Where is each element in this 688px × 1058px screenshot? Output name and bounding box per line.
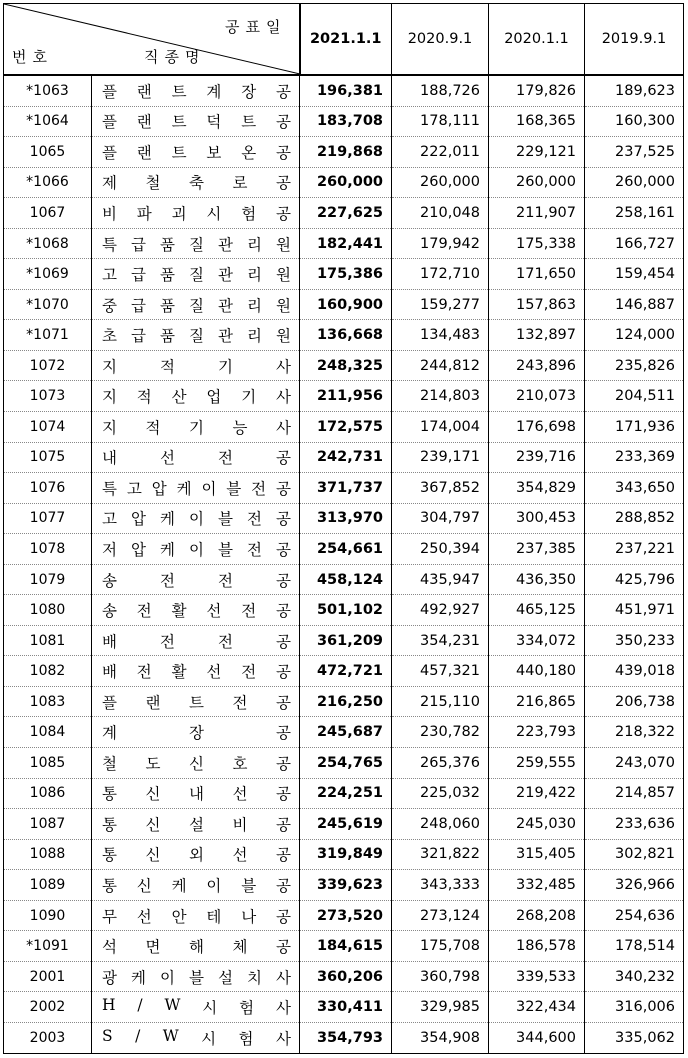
- wage-cell: 182,441: [300, 228, 392, 259]
- table-row: [4, 992, 684, 1023]
- wage-cell: 316,006: [585, 992, 684, 1023]
- table-row: [4, 106, 684, 137]
- table-row: [4, 809, 684, 840]
- job-title: [92, 381, 300, 412]
- job-title: [92, 809, 300, 840]
- wage-cell: 175,386: [300, 259, 392, 290]
- job-title-text: 특 고 압 케 이 블 전 공: [102, 479, 291, 498]
- job-title-text: 송 전 활 선 전 공: [102, 602, 291, 621]
- table-row: [4, 137, 684, 168]
- job-title: [92, 442, 300, 473]
- row-number: 1089: [4, 870, 92, 901]
- wage-cell: 260,000: [585, 167, 684, 198]
- job-title-text: H / W 시 험 사: [102, 996, 291, 1018]
- row-number: 1087: [4, 809, 92, 840]
- job-title-text: 통 신 설 비 공: [102, 815, 291, 834]
- wage-cell: 360,798: [392, 961, 489, 992]
- wage-cell: 211,907: [489, 198, 585, 229]
- wage-cell: 159,454: [585, 259, 684, 290]
- table-row: [4, 839, 684, 870]
- job-title-text: 광 케 이 블 설 치 사: [102, 968, 291, 987]
- wage-cell: 367,852: [392, 473, 489, 504]
- job-title: [92, 473, 300, 504]
- wage-cell: 124,000: [585, 320, 684, 351]
- wage-cell: 439,018: [585, 656, 684, 687]
- job-title: [92, 320, 300, 351]
- table-row: [4, 381, 684, 412]
- wage-cell: 211,956: [300, 381, 392, 412]
- row-number: 2001: [4, 961, 92, 992]
- wage-cell: 178,111: [392, 106, 489, 137]
- row-number: 1073: [4, 381, 92, 412]
- row-number: *1068: [4, 228, 92, 259]
- job-title-text: 플 랜 트 전 공: [102, 693, 291, 712]
- job-title: [92, 167, 300, 198]
- wage-cell: 206,738: [585, 686, 684, 717]
- row-number: 2003: [4, 1022, 92, 1053]
- row-number: *1063: [4, 75, 92, 106]
- wage-cell: 329,985: [392, 992, 489, 1023]
- table-row: [4, 656, 684, 687]
- job-title-text: 고 압 케 이 블 전 공: [102, 510, 291, 529]
- wage-cell: 326,966: [585, 870, 684, 901]
- row-number: 1086: [4, 778, 92, 809]
- table-row: [4, 75, 684, 106]
- wage-cell: 189,623: [585, 75, 684, 106]
- wage-cell: 250,394: [392, 534, 489, 565]
- job-title: [92, 198, 300, 229]
- wage-cell: 132,897: [489, 320, 585, 351]
- wage-cell: 159,277: [392, 289, 489, 320]
- wage-cell: 268,208: [489, 900, 585, 931]
- wage-cell: 501,102: [300, 595, 392, 626]
- wage-cell: 168,365: [489, 106, 585, 137]
- wage-cell: 344,600: [489, 1022, 585, 1053]
- job-title-text: S / W 시 험 사: [102, 1026, 291, 1048]
- wage-cell: 218,322: [585, 717, 684, 748]
- wage-cell: 160,900: [300, 289, 392, 320]
- header-job-label: 직종명: [144, 48, 206, 66]
- table-row: [4, 686, 684, 717]
- wage-cell: 339,623: [300, 870, 392, 901]
- table-row: [4, 1022, 684, 1053]
- wage-cell: 321,822: [392, 839, 489, 870]
- row-number: 1079: [4, 564, 92, 595]
- job-title: [92, 748, 300, 779]
- job-title-text: 지 적 기 사: [102, 357, 291, 376]
- wage-cell: 304,797: [392, 503, 489, 534]
- wage-cell: 315,405: [489, 839, 585, 870]
- wage-cell: 425,796: [585, 564, 684, 595]
- wage-cell: 248,325: [300, 350, 392, 381]
- wage-cell: 340,232: [585, 961, 684, 992]
- job-title-text: 플 랜 트 덕 트 공: [102, 113, 291, 132]
- job-title: [92, 686, 300, 717]
- wage-cell: 260,000: [300, 167, 392, 198]
- job-title-text: 무 선 안 테 나 공: [102, 907, 291, 926]
- wage-cell: 179,826: [489, 75, 585, 106]
- job-title: [92, 289, 300, 320]
- table-row: [4, 412, 684, 443]
- wage-cell: 343,650: [585, 473, 684, 504]
- job-title-text: 송 전 전 공: [102, 571, 291, 590]
- row-number: 1074: [4, 412, 92, 443]
- job-title-text: 내 선 전 공: [102, 449, 291, 468]
- wage-cell: 436,350: [489, 564, 585, 595]
- wage-cell: 160,300: [585, 106, 684, 137]
- wage-cell: 214,857: [585, 778, 684, 809]
- job-title-text: 통 신 외 선 공: [102, 846, 291, 865]
- wage-cell: 223,793: [489, 717, 585, 748]
- header-date-label: 공표일: [225, 18, 287, 36]
- wage-cell: 235,826: [585, 350, 684, 381]
- wage-cell: 350,233: [585, 625, 684, 656]
- wage-cell: 260,000: [489, 167, 585, 198]
- job-title: [92, 75, 300, 106]
- wage-cell: 354,231: [392, 625, 489, 656]
- table-body: [4, 75, 684, 1053]
- wage-cell: 175,708: [392, 931, 489, 962]
- job-title: [92, 870, 300, 901]
- job-title-text: 플 랜 트 계 장 공: [102, 82, 291, 101]
- wage-cell: 229,121: [489, 137, 585, 168]
- wage-cell: 216,865: [489, 686, 585, 717]
- wage-cell: 245,619: [300, 809, 392, 840]
- job-title: [92, 595, 300, 626]
- job-title: [92, 564, 300, 595]
- job-title: [92, 503, 300, 534]
- wage-cell: 171,650: [489, 259, 585, 290]
- wage-cell: 245,687: [300, 717, 392, 748]
- row-number: 1076: [4, 473, 92, 504]
- job-title: [92, 259, 300, 290]
- wage-cell: 322,434: [489, 992, 585, 1023]
- wage-cell: 136,668: [300, 320, 392, 351]
- wage-cell: 243,070: [585, 748, 684, 779]
- wage-cell: 343,333: [392, 870, 489, 901]
- job-title-text: 철 도 신 호 공: [102, 754, 291, 773]
- wage-cell: 435,947: [392, 564, 489, 595]
- job-title-text: 제 철 축 로 공: [102, 174, 291, 193]
- wage-cell: 219,868: [300, 137, 392, 168]
- wage-cell: 237,525: [585, 137, 684, 168]
- job-title-text: 특 급 품 질 관 리 원: [102, 235, 291, 254]
- job-title: [92, 992, 300, 1023]
- row-number: 1090: [4, 900, 92, 931]
- wage-cell: 146,887: [585, 289, 684, 320]
- row-number: 1075: [4, 442, 92, 473]
- table-row: [4, 259, 684, 290]
- wage-cell: 230,782: [392, 717, 489, 748]
- job-title: [92, 1022, 300, 1053]
- wage-cell: 204,511: [585, 381, 684, 412]
- wage-cell: 176,698: [489, 412, 585, 443]
- wage-cell: 214,803: [392, 381, 489, 412]
- header-date-col: 2019.9.1: [585, 4, 684, 76]
- wage-cell: 183,708: [300, 106, 392, 137]
- table-row: [4, 900, 684, 931]
- job-title-text: 플 랜 트 보 온 공: [102, 143, 291, 162]
- table-row: [4, 595, 684, 626]
- row-number: *1066: [4, 167, 92, 198]
- wage-cell: 233,369: [585, 442, 684, 473]
- row-number: 1067: [4, 198, 92, 229]
- wage-cell: 371,737: [300, 473, 392, 504]
- wage-cell: 361,209: [300, 625, 392, 656]
- wage-cell: 134,483: [392, 320, 489, 351]
- wage-cell: 300,453: [489, 503, 585, 534]
- table-row: [4, 167, 684, 198]
- wage-cell: 302,821: [585, 839, 684, 870]
- wage-cell: 465,125: [489, 595, 585, 626]
- wage-cell: 458,124: [300, 564, 392, 595]
- wage-cell: 248,060: [392, 809, 489, 840]
- job-title-text: 지 적 산 업 기 사: [102, 388, 291, 407]
- table-row: [4, 320, 684, 351]
- job-title-text: 배 전 활 선 전 공: [102, 663, 291, 682]
- row-number: 1078: [4, 534, 92, 565]
- wage-cell: 225,032: [392, 778, 489, 809]
- row-number: 1072: [4, 350, 92, 381]
- job-title: [92, 656, 300, 687]
- row-number: 1088: [4, 839, 92, 870]
- job-title-text: 저 압 케 이 블 전 공: [102, 540, 291, 559]
- table-row: [4, 473, 684, 504]
- wage-cell: 258,161: [585, 198, 684, 229]
- job-title: [92, 534, 300, 565]
- wage-cell: 237,385: [489, 534, 585, 565]
- wage-cell: 239,171: [392, 442, 489, 473]
- job-title: [92, 137, 300, 168]
- table-row: [4, 778, 684, 809]
- table-row: [4, 870, 684, 901]
- wage-cell: 451,971: [585, 595, 684, 626]
- wage-cell: 237,221: [585, 534, 684, 565]
- wage-cell: 196,381: [300, 75, 392, 106]
- wage-cell: 332,485: [489, 870, 585, 901]
- row-number: *1069: [4, 259, 92, 290]
- wage-cell: 354,793: [300, 1022, 392, 1053]
- row-number: *1071: [4, 320, 92, 351]
- wage-cell: 319,849: [300, 839, 392, 870]
- wage-cell: 227,625: [300, 198, 392, 229]
- job-title: [92, 228, 300, 259]
- job-title: [92, 106, 300, 137]
- table-row: [4, 931, 684, 962]
- wage-cell: 210,073: [489, 381, 585, 412]
- wage-cell: 216,250: [300, 686, 392, 717]
- wage-cell: 222,011: [392, 137, 489, 168]
- wage-cell: 335,062: [585, 1022, 684, 1053]
- row-number: 1080: [4, 595, 92, 626]
- wage-cell: 184,615: [300, 931, 392, 962]
- wage-cell: 215,110: [392, 686, 489, 717]
- wage-cell: 354,829: [489, 473, 585, 504]
- row-number: 1083: [4, 686, 92, 717]
- wage-cell: 259,555: [489, 748, 585, 779]
- wage-cell: 334,072: [489, 625, 585, 656]
- job-title-text: 계 장 공: [102, 724, 291, 743]
- row-number: 2002: [4, 992, 92, 1023]
- wage-cell: 313,970: [300, 503, 392, 534]
- wage-cell: 174,004: [392, 412, 489, 443]
- wage-cell: 457,321: [392, 656, 489, 687]
- table-row: [4, 961, 684, 992]
- table-row: [4, 228, 684, 259]
- wage-cell: 330,411: [300, 992, 392, 1023]
- wage-cell: 157,863: [489, 289, 585, 320]
- job-title: [92, 900, 300, 931]
- wage-cell: 186,578: [489, 931, 585, 962]
- header-no-label: 번호: [12, 48, 53, 66]
- job-title: [92, 961, 300, 992]
- job-title-text: 중 급 품 질 관 리 원: [102, 296, 291, 315]
- row-number: *1070: [4, 289, 92, 320]
- header-row: [4, 4, 684, 76]
- wage-cell: 472,721: [300, 656, 392, 687]
- wage-cell: 265,376: [392, 748, 489, 779]
- wage-cell: 171,936: [585, 412, 684, 443]
- job-title: [92, 412, 300, 443]
- header-date-col: 2020.1.1: [489, 4, 585, 76]
- wage-cell: 242,731: [300, 442, 392, 473]
- table-row: [4, 198, 684, 229]
- wage-cell: 360,206: [300, 961, 392, 992]
- job-title: [92, 350, 300, 381]
- table-row: [4, 748, 684, 779]
- job-title: [92, 717, 300, 748]
- wage-cell: 492,927: [392, 595, 489, 626]
- job-title: [92, 625, 300, 656]
- table-row: [4, 717, 684, 748]
- row-number: *1091: [4, 931, 92, 962]
- wage-cell: 440,180: [489, 656, 585, 687]
- row-number: *1064: [4, 106, 92, 137]
- table-row: [4, 350, 684, 381]
- header-date-col: 2020.9.1: [392, 4, 489, 76]
- wage-cell: 339,533: [489, 961, 585, 992]
- job-title-text: 초 급 품 질 관 리 원: [102, 327, 291, 346]
- header-date-col: 2021.1.1: [300, 4, 392, 76]
- job-title-text: 통 신 내 선 공: [102, 785, 291, 804]
- job-title: [92, 839, 300, 870]
- table-row: [4, 289, 684, 320]
- wage-cell: 244,812: [392, 350, 489, 381]
- job-title-text: 배 전 전 공: [102, 632, 291, 651]
- table-row: [4, 564, 684, 595]
- wage-cell: 254,661: [300, 534, 392, 565]
- wage-cell: 233,636: [585, 809, 684, 840]
- row-number: 1084: [4, 717, 92, 748]
- row-number: 1065: [4, 137, 92, 168]
- table-row: [4, 534, 684, 565]
- wage-cell: 273,124: [392, 900, 489, 931]
- job-title: [92, 931, 300, 962]
- wage-cell: 210,048: [392, 198, 489, 229]
- job-title-text: 통 신 케 이 블 공: [102, 876, 291, 895]
- job-title: [92, 778, 300, 809]
- table-row: [4, 625, 684, 656]
- wage-cell: 354,908: [392, 1022, 489, 1053]
- job-title-text: 석 면 해 체 공: [102, 938, 291, 957]
- wage-cell: 178,514: [585, 931, 684, 962]
- wage-cell: 245,030: [489, 809, 585, 840]
- header-corner-cell: [4, 4, 300, 76]
- row-number: 1081: [4, 625, 92, 656]
- table-row: [4, 503, 684, 534]
- job-title-text: 비 파 괴 시 험 공: [102, 204, 291, 223]
- wage-cell: 260,000: [392, 167, 489, 198]
- wage-cell: 172,710: [392, 259, 489, 290]
- wage-cell: 273,520: [300, 900, 392, 931]
- wage-cell: 188,726: [392, 75, 489, 106]
- job-title-text: 지 적 기 능 사: [102, 418, 291, 437]
- wage-cell: 179,942: [392, 228, 489, 259]
- wage-cell: 219,422: [489, 778, 585, 809]
- wage-cell: 254,765: [300, 748, 392, 779]
- table-row: [4, 442, 684, 473]
- wage-cell: 288,852: [585, 503, 684, 534]
- wage-table: [3, 3, 684, 1054]
- wage-cell: 224,251: [300, 778, 392, 809]
- wage-cell: 243,896: [489, 350, 585, 381]
- wage-cell: 239,716: [489, 442, 585, 473]
- wage-cell: 172,575: [300, 412, 392, 443]
- wage-cell: 175,338: [489, 228, 585, 259]
- wage-cell: 254,636: [585, 900, 684, 931]
- job-title-text: 고 급 품 질 관 리 원: [102, 266, 291, 285]
- row-number: 1082: [4, 656, 92, 687]
- row-number: 1077: [4, 503, 92, 534]
- row-number: 1085: [4, 748, 92, 779]
- wage-cell: 166,727: [585, 228, 684, 259]
